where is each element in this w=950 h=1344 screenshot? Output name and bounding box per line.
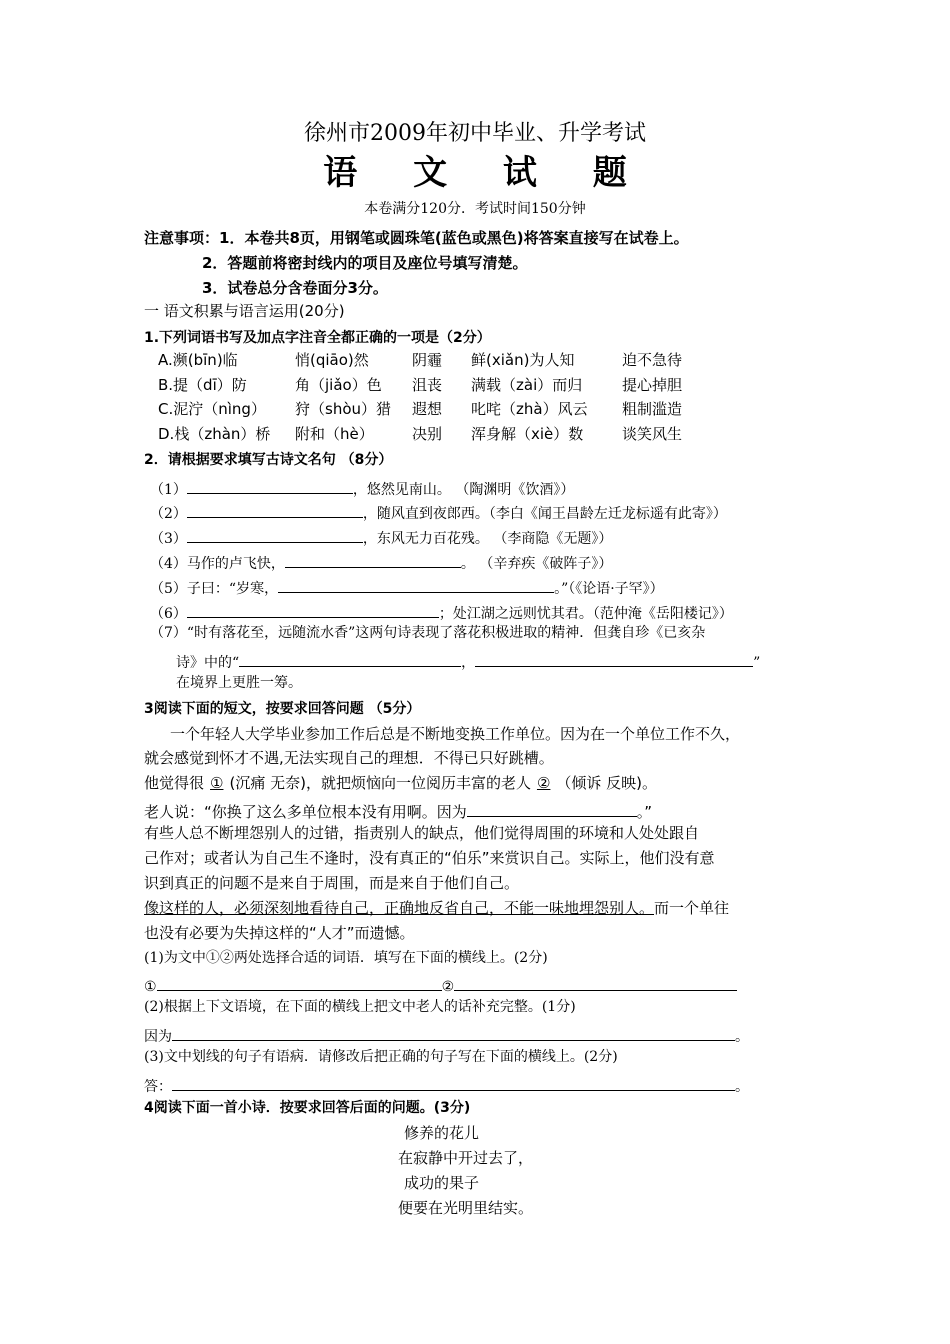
exam-header-line: 徐州市2009年初中毕业、升学考试	[304, 121, 646, 146]
option-term: 角（jiǎo）色	[295, 376, 382, 394]
q2-line-6	[150, 602, 733, 621]
answer-blank[interactable]	[187, 602, 439, 618]
answer-blank[interactable]	[157, 975, 442, 991]
item-number: （6）	[150, 606, 187, 622]
answer-blank[interactable]	[172, 1025, 735, 1041]
item-number: （2）	[150, 506, 187, 522]
line-text: 诗》中的“	[176, 655, 240, 671]
notice-3: 3．试卷总分含卷面分3分。	[202, 279, 388, 297]
passage-line	[144, 776, 657, 791]
option-term: 满载（zài）而归	[471, 376, 583, 394]
line-text: 。”	[636, 803, 653, 821]
answer-blank[interactable]	[187, 502, 363, 518]
notice-2: 2．答题前将密封线内的项目及座位号填写清楚。	[202, 254, 528, 272]
q2-line-7-cont	[176, 651, 760, 670]
passage-line: 识到真正的问题不是来自于周围，而是来自于他们自己。	[144, 874, 520, 892]
answer-blank[interactable]	[187, 478, 353, 494]
q1-option-b	[0, 378, 950, 398]
option-term: 提心掉胆	[622, 376, 683, 394]
line-text: 他觉得很	[144, 774, 205, 792]
option-term: 沮丧	[412, 376, 443, 394]
blank-marker-1: ①	[210, 774, 224, 792]
option-term: 附和（hè）	[295, 425, 374, 443]
option-term: 阴霾	[412, 351, 443, 369]
passage-line	[144, 901, 729, 916]
option-term: 粗制滥造	[622, 400, 683, 418]
item-number: （3）	[150, 531, 187, 547]
passage-line: 有些人总不断埋怨别人的过错，指责别人的缺点，他们觉得周围的环境和人处处跟自	[144, 824, 700, 842]
q1-option-c	[0, 402, 950, 422]
line-text: 因为	[144, 1029, 172, 1045]
q2-line-2	[150, 502, 727, 521]
line-text: （倾诉 反映)。	[556, 774, 658, 792]
q2-line-3	[150, 527, 612, 546]
line-text: ②	[441, 979, 455, 995]
line-text: （5）子曰：“岁寒，	[150, 581, 279, 597]
q3-stem: 3阅读下面的短文，按要求回答问题 （5分）	[144, 701, 421, 717]
q1-stem: 1.下列词语书写及加点字注音全都正确的一项是（2分）	[144, 330, 491, 346]
option-term: 决别	[412, 425, 443, 443]
poem-line: 在寂静中开过去了，	[398, 1149, 534, 1167]
option-term: D.栈（zhàn）桥	[158, 425, 271, 443]
q3-sub-3-answer	[144, 1075, 749, 1094]
passage-line: 己作对；或者认为自己生不逢时，没有真正的“伯乐”来赏识自己。实际上，他们没有意	[144, 849, 715, 867]
q2-line-1	[150, 478, 574, 497]
line-text: ①	[144, 979, 157, 995]
q3-sub-3: (3)文中划线的句子有语病．请修改后把正确的句子写在下面的横线上。(2分)	[144, 1049, 618, 1065]
q3-sub-2: (2)根据上下文语境，在下面的横线上把文中老人的话补充完整。(1分)	[144, 999, 576, 1015]
answer-blank[interactable]	[172, 1075, 735, 1091]
poem-line: 修养的花儿	[404, 1124, 480, 1142]
q3-sub-1-answer	[144, 975, 737, 994]
option-term: 迫不急待	[622, 351, 683, 369]
option-term: 叱咤（zhà）风云	[471, 400, 588, 418]
answer-blank[interactable]	[475, 651, 753, 667]
option-term: 悄(qiāo)然	[295, 351, 369, 369]
answer-blank[interactable]	[278, 577, 554, 593]
line-text: ，东风无力百花残。 （李商隐《无题》）	[362, 531, 613, 547]
answer-blank[interactable]	[467, 801, 637, 817]
q3-sub-2-answer	[144, 1025, 749, 1044]
section-heading: 一 语文积累与语言运用(20分)	[144, 302, 345, 320]
option-term: 谈笑风生	[622, 425, 683, 443]
option-term: 狩（shòu）猎	[295, 400, 392, 418]
line-text: ，悠然见南山。 （陶渊明《饮酒》）	[352, 482, 575, 498]
blank-marker-2: ②	[536, 774, 551, 792]
q1-option-a	[0, 353, 950, 373]
answer-blank[interactable]	[239, 651, 461, 667]
option-term: 浑身解（xiè）数	[471, 425, 584, 443]
poem-line: 便要在光明里结实。	[398, 1199, 534, 1217]
passage-line: 也没有必要为失掉这样的“人才”而遗憾。	[144, 924, 415, 942]
passage-line: 就会感觉到怀才不遇,无法实现自己的理想．不得已只好跳槽。	[144, 749, 554, 767]
line-text: 老人说：“你换了这么多单位根本没有用啊。因为	[144, 803, 467, 821]
item-number: （1）	[150, 482, 187, 498]
exam-meta: 本卷满分120分．考试时间150分钟	[364, 201, 586, 217]
q2-line-4	[150, 552, 612, 571]
q4-stem: 4阅读下面一首小诗．按要求回答后面的问题。(3分)	[144, 1100, 471, 1116]
line-text: 。	[735, 1079, 749, 1095]
line-text: ，随风直到夜郎西。（李白《闻王昌龄左迁龙标遥有此寄》）	[362, 506, 727, 522]
poem-line: 成功的果子	[404, 1174, 480, 1192]
line-text: 。”（《论语·子罕》）	[554, 581, 664, 597]
line-text: 而一个单往	[654, 899, 730, 917]
passage-line: 一个年轻人大学毕业参加工作后总是不断地变换工作单位。因为在一个单位工作不久，	[170, 725, 741, 743]
line-text: 答：	[144, 1079, 172, 1095]
line-text: (沉痛 无奈)，就把烦恼向一位阅历丰富的老人	[229, 774, 531, 792]
line-text: 。	[735, 1029, 749, 1045]
q3-sub-1: (1)为文中①②两处选择合适的词语．填写在下面的横线上。(2分)	[144, 950, 548, 966]
q2-line-7: （7）“时有落花至，远随流水香”这两句诗表现了落花积极进取的精神．但龚自珍《已亥杂	[150, 625, 706, 641]
line-text: ；处江湖之远则忧其君。（范仲淹《岳阳楼记》）	[438, 606, 733, 622]
option-term: A.濒(bīn)临	[158, 351, 238, 369]
q2-stem: 2．请根据要求填写古诗文名句 （8分）	[144, 452, 393, 468]
line-text: ，	[461, 655, 476, 671]
q1-option-d	[0, 427, 950, 447]
passage-line	[144, 801, 652, 820]
underlined-sentence: 像这样的人，必须深刻地看待自己，正确地反省自己，不能一味地埋怨别人。	[144, 899, 655, 917]
q2-line-5	[150, 577, 664, 596]
line-text: ”	[753, 655, 761, 671]
option-term: 遐想	[412, 400, 443, 418]
answer-blank[interactable]	[285, 552, 461, 568]
option-term: C.泥泞（nìng）	[158, 400, 266, 418]
line-text: （4）马作的卢飞快，	[150, 556, 285, 572]
answer-blank[interactable]	[454, 975, 737, 991]
exam-title: 语 文 试 题	[323, 153, 649, 193]
option-term: B.提（dī）防	[158, 376, 247, 394]
q2-line-7-end: 在境界上更胜一筹。	[176, 675, 302, 691]
line-text: 。 （辛弃疾《破阵子》）	[460, 556, 613, 572]
notice-1: 注意事项：1．本卷共8页，用钢笔或圆珠笔(蓝色或黑色)将答案直接写在试卷上。	[144, 229, 689, 247]
option-term: 鲜(xiǎn)为人知	[471, 351, 575, 369]
answer-blank[interactable]	[187, 527, 363, 543]
